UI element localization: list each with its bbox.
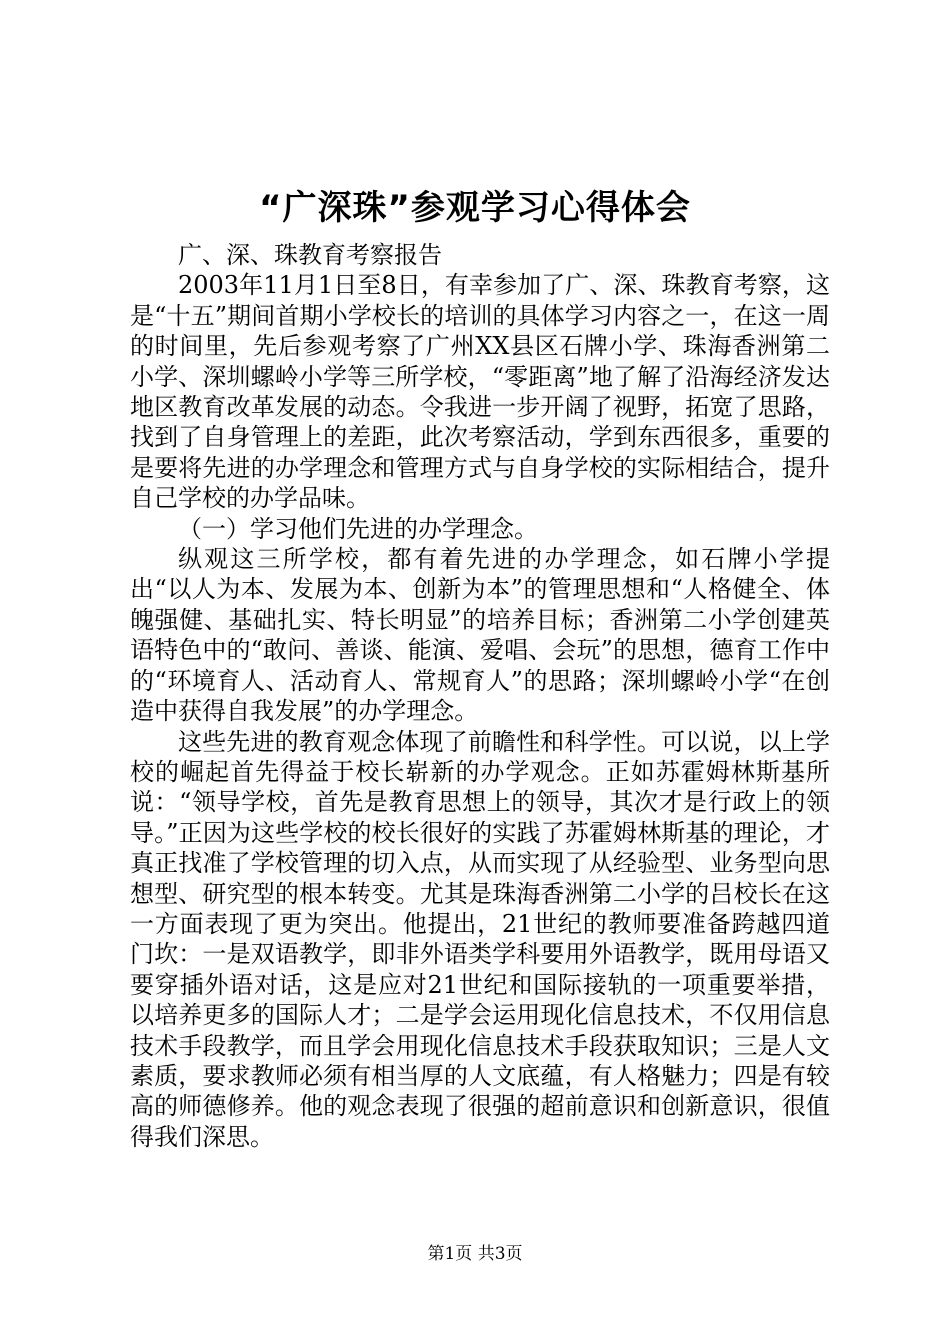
section-heading: （一）学习他们先进的办学理念。 [178,514,538,543]
page-number-footer: 第1页 共3页 [427,1244,523,1264]
paragraph-philosophy: 纵观这三所学校，都有着先进的办学理念，如石牌小学提出“以人为本、发展为本、创新为本”的管理思想和“人格健全、体魄强健、基础扎实、特长明显”的培养目标；香洲第二小学创建英语特色中的“敢问、善谈、能演、爱唱、会玩”的思想，德育工作中的“环境育人、活动育人、常规育人”的思路；深圳螺岭小学“在创造中获得自我发展”的办学理念。 [130,545,830,726]
paragraph-intro: 2003年11月1日至8日，有幸参加了广、深、珠教育考察，这是“十五”期间首期小学校长的培训的具体学习内容之一，在这一周的时间里，先后参观考察了广州XX县区石牌小学、珠海香洲第二小学、深圳螺岭小学等三所学校，“零距离”地了解了沿海经济发达地区教育改革发展的动态。令我进一步开阔了视野，拓宽了思路，找到了自身管理上的差距，此次考察活动，学到东西很多，重要的是要将先进的办学理念和管理方式与自身学校的实际相结合，提升自己学校的办学品味。 [130,271,830,513]
document-title: “广深珠”参观学习心得体会 [259,188,691,228]
paragraph-analysis: 这些先进的教育观念体现了前瞻性和科学性。可以说，以上学校的崛起首先得益于校长崭新的办学观念。正如苏霍姆林斯基所说：“领导学校，首先是教育思想上的领导，其次才是行政上的领导。”正因为这些学校的校长很好的实践了苏霍姆林斯基的理论，才真正找准了学校管理的切入点，从而实现了从经验型、业务型向思想型、研究型的根本转变。尤其是珠海香洲第二小学的吕校长在这一方面表现了更为突出。他提出，21世纪的教师要准备跨越四道门坎：一是双语教学，即非外语类学科要用外语教学，既用母语又要穿插外语对话，这是应对21世纪和国际接轨的一项重要举措，以培养更多的国际人才；二是学会运用现化信息技术，不仅用信息技术手段教学，而且学会用现化信息技术手段获取知识；三是人文素质，要求教师必须有相当厚的人文底蕴，有人格魅力；四是有较高的师德修养。他的观念表现了很强的超前意识和创新意识，很值得我们深思。 [130,727,830,1151]
paragraph-subtitle: 广、深、珠教育考察报告 [178,241,442,269]
document-body [130,240,830,1152]
